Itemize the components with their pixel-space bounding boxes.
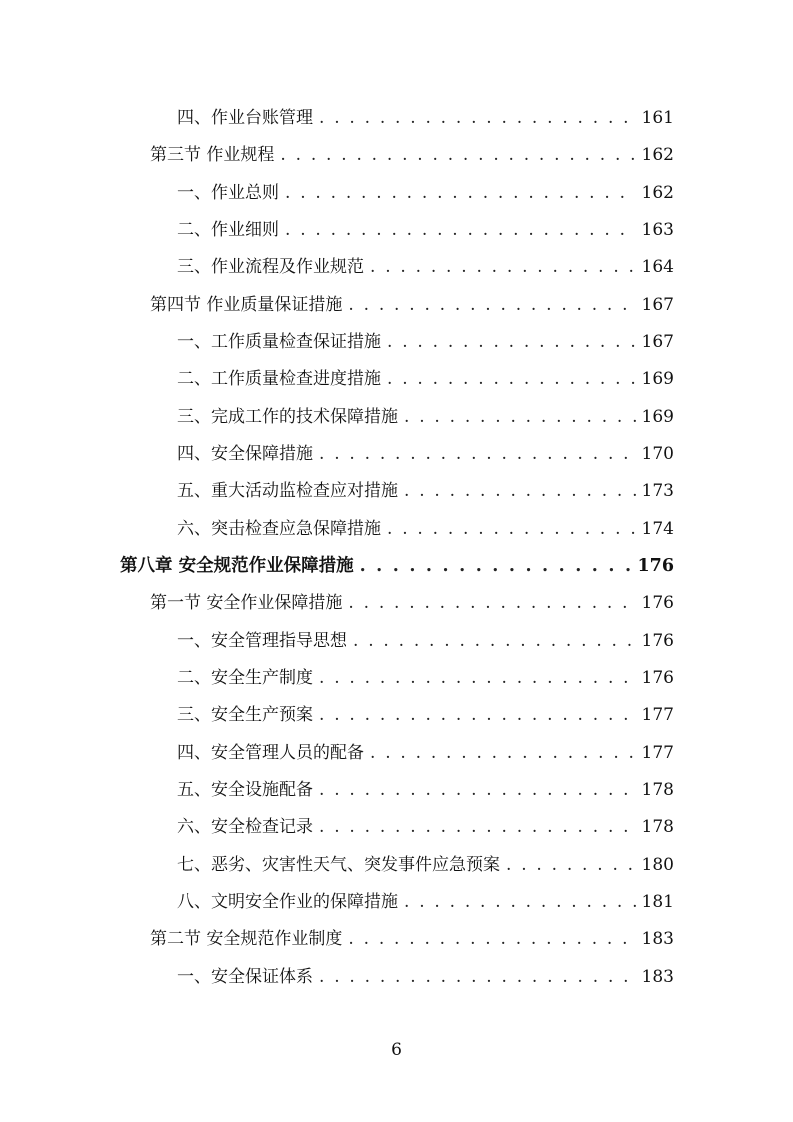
- toc-dot-leader: [319, 809, 636, 845]
- toc-dot-leader: [319, 436, 636, 472]
- toc-entry-title: 第二节 安全规范作业制度: [150, 929, 343, 949]
- toc-entry[interactable]: [177, 884, 674, 920]
- toc-entry[interactable]: [177, 100, 674, 136]
- toc-entry-title: 四、作业台账管理: [177, 108, 313, 128]
- toc-entry[interactable]: [177, 473, 674, 509]
- toc-entry-title: 二、工作质量检查进度措施: [177, 369, 381, 389]
- toc-entry[interactable]: [150, 585, 674, 621]
- toc-dot-leader: [387, 324, 636, 360]
- toc-entry[interactable]: [150, 921, 674, 957]
- toc-entry-page: 176: [641, 631, 674, 651]
- toc-entry-page: 167: [641, 295, 674, 315]
- toc-dot-leader: [348, 585, 635, 621]
- toc-entry-title: 第三节 作业规程: [150, 145, 275, 165]
- toc-entry-title: 八、文明安全作业的保障措施: [177, 892, 398, 912]
- toc-entry-page: 176: [641, 593, 674, 613]
- toc-dot-leader: [370, 249, 636, 285]
- toc-dot-leader: [319, 959, 636, 995]
- toc-dot-leader: [319, 772, 636, 808]
- toc-dot-leader: [353, 623, 636, 659]
- toc-dot-leader: [319, 660, 636, 696]
- toc-dot-leader: [387, 361, 636, 397]
- toc-entry-page: 178: [641, 780, 674, 800]
- toc-entry-page: 177: [641, 705, 674, 725]
- toc-entry-title: 四、安全管理人员的配备: [177, 743, 364, 763]
- toc-entry-page: 173: [641, 481, 674, 501]
- page-number: 6: [391, 1040, 402, 1060]
- toc-entry[interactable]: [150, 137, 674, 173]
- toc-entry[interactable]: [177, 772, 674, 808]
- toc-entry-page: 161: [641, 108, 674, 128]
- toc-dot-leader: [387, 511, 636, 547]
- toc-dot-leader: [404, 473, 636, 509]
- toc-entry[interactable]: [177, 847, 674, 883]
- toc-dot-leader: [506, 847, 636, 883]
- toc-entry-title: 三、完成工作的技术保障措施: [177, 407, 398, 427]
- toc-dot-leader: [319, 100, 636, 136]
- toc-entry-page: 162: [641, 145, 674, 165]
- toc-entry[interactable]: [177, 212, 674, 248]
- toc-entry[interactable]: [177, 175, 674, 211]
- toc-entry-title: 六、安全检查记录: [177, 817, 313, 837]
- toc-entry[interactable]: [177, 249, 674, 285]
- toc-entry[interactable]: [177, 511, 674, 547]
- toc-entry-title: 二、安全生产制度: [177, 668, 313, 688]
- toc-entry-title: 六、突击检查应急保障措施: [177, 519, 381, 539]
- toc-entry-page: 180: [641, 855, 674, 875]
- toc-entry-title: 五、安全设施配备: [177, 780, 313, 800]
- toc-entry[interactable]: [177, 324, 674, 360]
- toc-dot-leader: [404, 399, 636, 435]
- toc-entry[interactable]: [177, 623, 674, 659]
- toc-entry-title: 一、安全保证体系: [177, 967, 313, 987]
- toc-entry-title: 七、恶劣、灾害性天气、突发事件应急预案: [177, 855, 500, 875]
- toc-entry[interactable]: [177, 959, 674, 995]
- toc-entry-title: 第一节 安全作业保障措施: [150, 593, 343, 613]
- toc-entry-page: 174: [641, 519, 674, 539]
- toc-entry-page: 167: [641, 332, 674, 352]
- toc-entry-title: 三、作业流程及作业规范: [177, 257, 364, 277]
- toc-entry-page: 164: [641, 257, 674, 277]
- toc-entry-page: 163: [641, 220, 674, 240]
- toc-entry-title: 一、安全管理指导思想: [177, 631, 347, 651]
- toc-dot-leader: [285, 212, 636, 248]
- toc-dot-leader: [280, 137, 635, 173]
- toc-entry-title: 五、重大活动监检查应对措施: [177, 481, 398, 501]
- toc-entry-page: 183: [641, 929, 674, 949]
- toc-dot-leader: [404, 884, 636, 920]
- toc-dot-leader: [348, 921, 635, 957]
- toc-entry[interactable]: [177, 809, 674, 845]
- toc-dot-leader: [348, 287, 635, 323]
- toc-entry-page: 162: [641, 183, 674, 203]
- toc-entry-title: 第四节 作业质量保证措施: [150, 295, 343, 315]
- toc-entry[interactable]: [150, 287, 674, 323]
- toc-entry-page: 169: [641, 369, 674, 389]
- toc-entry-page: 177: [641, 743, 674, 763]
- toc-entry-title: 四、安全保障措施: [177, 444, 313, 464]
- toc-dot-leader: [360, 548, 632, 584]
- toc-entry[interactable]: [177, 361, 674, 397]
- toc-entry[interactable]: [177, 436, 674, 472]
- toc-entry-page: 169: [641, 407, 674, 427]
- toc-entry[interactable]: [177, 660, 674, 696]
- toc-entry[interactable]: [177, 735, 674, 771]
- toc-entry[interactable]: [177, 697, 674, 733]
- toc-chapter-entry[interactable]: [120, 548, 674, 584]
- toc-dot-leader: [319, 697, 636, 733]
- toc-entry-page: 176: [641, 668, 674, 688]
- toc-entry-title: 一、作业总则: [177, 183, 279, 203]
- toc-entry-page: 178: [641, 817, 674, 837]
- toc-entry-title: 三、安全生产预案: [177, 705, 313, 725]
- toc-entry[interactable]: [177, 399, 674, 435]
- toc-dot-leader: [370, 735, 636, 771]
- toc-entry-title: 第八章 安全规范作业保障措施: [120, 556, 354, 576]
- toc-entry-page: 176: [637, 556, 674, 576]
- toc-entry-page: 170: [641, 444, 674, 464]
- toc-entry-page: 181: [641, 892, 674, 912]
- toc-entry-page: 183: [641, 967, 674, 987]
- toc-entry-title: 一、工作质量检查保证措施: [177, 332, 381, 352]
- toc-dot-leader: [285, 175, 636, 211]
- toc-entry-title: 二、作业细则: [177, 220, 279, 240]
